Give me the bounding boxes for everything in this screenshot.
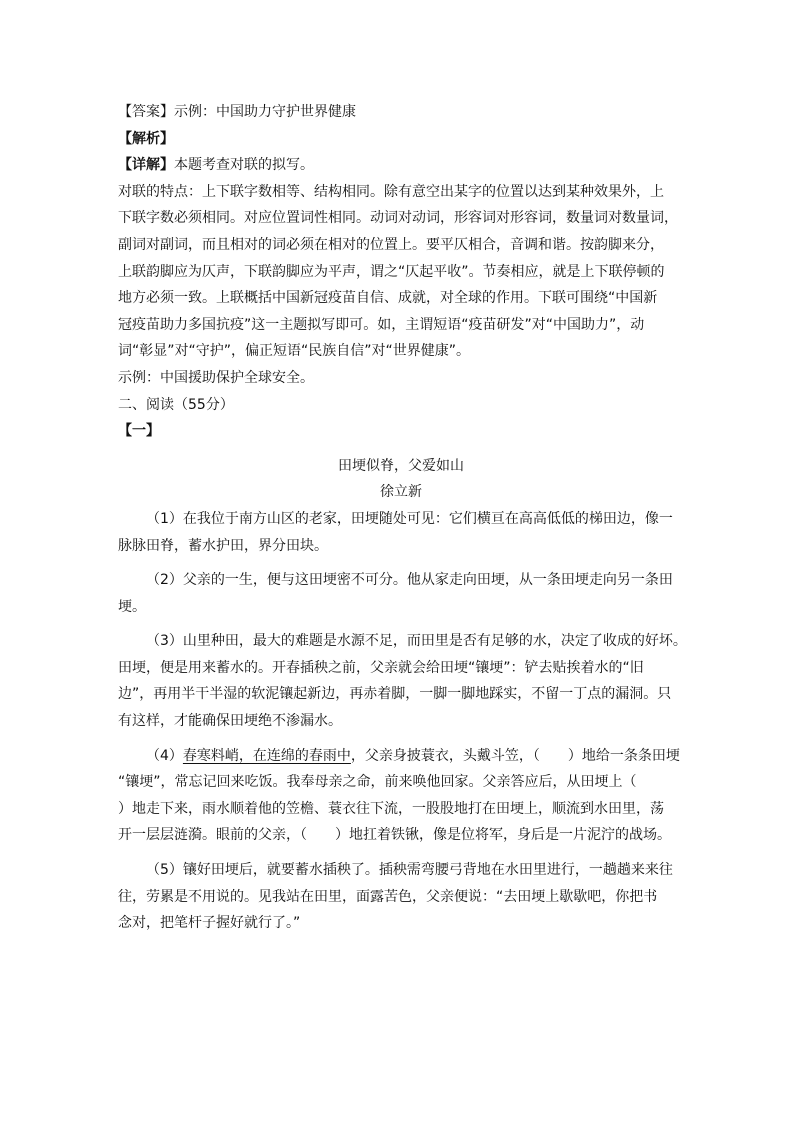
answer-line [118,99,684,126]
explanation-block [118,179,684,365]
section-heading: 二、阅读（55分） [118,396,234,413]
paragraph-line: 埂。 [118,598,146,615]
explanation-line: 冠疫苗助力多国抗疫”这一主题拟写即可。如，主谓短语“疫苗研发”对“中国助力”，动 [118,316,645,333]
paragraph-line: （5）镶好田埂后，就要蓄水插秧了。插秧需弯腰弓背地在水田里进行，一趟趟来来往 [146,862,673,879]
detail-label: 【详解】 [118,157,174,174]
article-paragraph-1 [118,506,684,559]
paragraph-line: 念对，把笔杆子握好就行了。” [118,915,301,932]
paragraph-line: 脉脉田脊，蓄水护田，界分田块。 [118,537,328,554]
explanation-line: 上联韵脚应为仄声，下联韵脚应为平声，谓之“仄起平收”。节奏相应，就是上下联停顿的 [118,263,665,280]
explanation-line: 对联的特点：上下联字数相等、结构相同。除有意空出某字的位置以达到某种效果外，上 [118,183,664,200]
paragraph-line: ）地走下来，雨水顺着他的笠檐、蓑衣往下流，一股股地打在田埂上，顺流到水田里，荡 [118,800,664,817]
underlined-phrase: 春寒料峭，在连绵的春雨中 [182,747,351,764]
paragraph-line [118,743,684,770]
answer-text: 示例：中国助力守护世界健康 [174,104,356,120]
explanation-line: 词“彰显”对“守护”，偏正短语“民族自信”对“世界健康”。 [118,343,471,360]
paragraph-line: （3）山里种田，最大的难题是水源不足，而田里是否有足够的水，决定了收成的好坏。 [146,633,687,650]
paragraph-line: （1）在我位于南方山区的老家，田埂随处可见：它们横亘在高高低低的梯田边，像一 [146,510,673,527]
explanation-line: 下联字数必须相同。对应位置词性相同。动词对动词，形容词对形容词，数量词对数量词， [118,210,678,227]
article-paragraph-4 [118,743,684,849]
article-paragraph-2 [118,567,684,620]
document-content [118,99,687,937]
explanation-line: 副词对副词，而且相对的词必须在相对的位置上。要平仄相合，音调和谐。按韵脚来分， [118,236,664,253]
paragraph-line: 往，劳累是不用说的。见我站在田里，面露苦色，父亲便说：“去田埂上歇歇吧，你把书 [118,888,658,905]
paragraph-line: 开一层层涟漪。眼前的父亲，（ ）地扛着铁锹，像是位将军，身后是一片泥泞的战场。 [118,827,671,844]
paragraph-text: ，父亲身披蓑衣，头戴斗笠，（ ）地给一条条田埂 [350,747,680,764]
article-title: 田埂似脊，父爱如山 [338,457,464,474]
paragraph-line: 有这样，才能确保田埂绝不渗漏水。 [118,713,342,730]
paragraph-line: 边”，再用半干半湿的软泥镶起新边，再赤着脚，一脚一脚地踩实，不留一丁点的漏洞。只 [118,686,672,703]
article-author: 徐立新 [380,484,422,501]
example-text: 示例：中国援助保护全球安全。 [118,369,314,386]
explanation-line: 地方必须一致。上联概括中国新冠疫苗自信、成就，对全球的作用。下联可围绕“中国新 [118,290,658,307]
detail-line [118,152,684,179]
analysis-label: 【解析】 [118,130,174,147]
part-label: 【一】 [118,423,160,440]
answer-label: 【答案】 [118,104,174,120]
article-paragraph-3 [118,628,687,734]
paragraph-line: （2）父亲的一生，便与这田埂密不可分。他从家走向田埂，从一条田埂走向另一条田 [146,572,673,589]
paragraph-line: “镶埂”，常忘记回来吃饭。我奉母亲之命，前来唤他回家。父亲答应后，从田埂上（ [118,774,637,791]
article-paragraph-5 [118,857,684,937]
paragraph-line: 田埂，便是用来蓄水的。开春插秧之前，父亲就会给田埂“镶埂”：铲去贴挨着水的“旧 [118,659,644,676]
paragraph-number: （4） [146,747,183,764]
detail-text: 本题考查对联的拟写。 [174,157,314,174]
